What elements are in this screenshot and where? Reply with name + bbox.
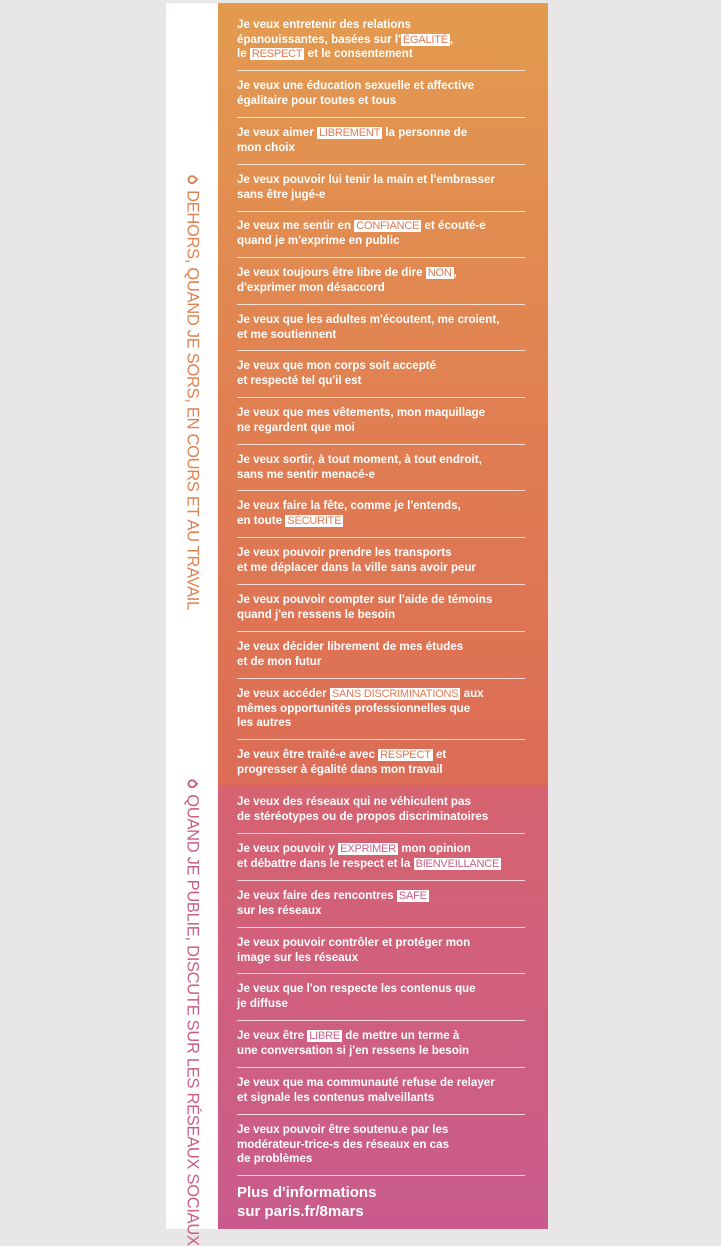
list-item: Je veux pouvoir y EXPRIMER mon opinion et débattre dans le respect et la BIENVEILLANCE: [237, 842, 500, 870]
divider: [237, 1114, 525, 1115]
list-item: Je veux aimer LIBREMENT la personne de mon choix: [237, 126, 468, 154]
list-item: Je veux des réseaux qui ne véhiculent pas de stéréotypes ou de propos discriminatoires: [237, 795, 489, 823]
list-item: Je veux pouvoir être soutenu.e par les modérateur-trice-s des réseaux en cas de problèmes: [237, 1123, 450, 1166]
divider: [237, 631, 525, 632]
divider: [237, 164, 525, 165]
divider: [237, 1020, 525, 1021]
list-item: Je veux me sentir en CONFIANCE et écouté-e quand je m'exprime en public: [237, 219, 486, 247]
divider: [237, 397, 525, 398]
divider: [237, 927, 525, 928]
divider: [237, 537, 525, 538]
highlight-confiance: CONFIANCE: [356, 220, 420, 232]
list-item: Je veux que mon corps soit accepté et respecté tel qu'il est: [237, 359, 437, 387]
section-title-outside: DEHORS, QUAND JE SORS, EN COURS ET AU TRAVAIL: [183, 175, 202, 610]
divider: [237, 211, 525, 212]
list-item: Je veux toujours être libre de dire NON , d'exprimer mon désaccord: [237, 266, 457, 294]
bookmark-sheet: [166, 3, 548, 1246]
highlight-libre: LIBRE: [309, 1030, 341, 1042]
divider: [237, 584, 525, 585]
location-pin-icon: [186, 173, 199, 186]
online-panel: [218, 785, 548, 1229]
divider: [237, 350, 525, 351]
highlight-safe: SAFE: [398, 890, 427, 902]
divider: [237, 304, 525, 305]
list-item: Je veux pouvoir lui tenir la main et l'embrasser sans être jugé-e: [237, 173, 495, 201]
list-item: Je veux faire des rencontres SAFE sur les réseaux: [237, 889, 427, 917]
footer-info: Plus d'informations sur paris.fr/8mars: [237, 1184, 377, 1220]
highlight-bienveillance: BIENVEILLANCE: [415, 857, 500, 870]
divider: [237, 1067, 525, 1068]
highlight-securite: SÉCURITÉ: [287, 514, 342, 527]
list-item: Je veux pouvoir compter sur l'aide de témoins quand j'en ressens le besoin: [237, 593, 493, 621]
highlight-sans-discriminations: SANS DISCRIMINATIONS: [331, 688, 459, 700]
list-item: Je veux faire la fête, comme je l'entends, en toute SÉCURITÉ: [237, 499, 461, 527]
divider: [237, 117, 525, 118]
list-item: Je veux pouvoir contrôler et protéger mon image sur les réseaux: [237, 936, 471, 964]
divider: [237, 833, 525, 834]
list-item: Je veux décider librement de mes études et de mon futur: [237, 640, 464, 668]
list-item: Je veux être LIBRE de mettre un terme à une conversation si j'en ressens le besoin: [237, 1029, 470, 1057]
list-item: Je veux entretenir des relations épanouissantes, basées sur l' ÉGALITÉ , le RESPECT et le consentement: [237, 18, 454, 61]
list-item: Je veux que ma communauté refuse de relayer et signale les contenus malveillants: [237, 1076, 495, 1104]
side-strip: [166, 3, 218, 1246]
list-item: Je veux être traité-e avec RESPECT et progresser à égalité dans mon travail: [237, 748, 447, 776]
list-item: Je veux que les adultes m'écoutent, me croient, et me soutiennent: [237, 313, 500, 341]
divider: [237, 490, 525, 491]
highlight-librement: LIBREMENT: [318, 127, 381, 139]
divider: [237, 678, 525, 679]
location-pin-icon: [186, 777, 199, 790]
divider: [237, 444, 525, 445]
list-item: Je veux sortir, à tout moment, à tout endroit, sans me sentir menacé-e: [237, 453, 482, 481]
divider: [237, 257, 525, 258]
list-item: Je veux accéder SANS DISCRIMINATIONS aux mêmes opportunités professionnelles que les autres: [237, 687, 484, 730]
list-item: Je veux pouvoir prendre les transports et me déplacer dans la ville sans avoir peur: [237, 546, 477, 574]
highlight-egalite: ÉGALITÉ: [402, 33, 448, 46]
section-title-online: QUAND JE PUBLIE, DISCUTE SUR LES RÉSEAUX SOCIAUX: [183, 779, 202, 1245]
list-item: Je veux que mes vêtements, mon maquillage ne regardent que moi: [237, 406, 486, 434]
divider: [237, 973, 525, 974]
divider: [237, 1175, 525, 1176]
divider: [237, 880, 525, 881]
list-item: Je veux que l'on respecte les contenus que je diffuse: [237, 982, 476, 1010]
highlight-respect: RESPECT: [380, 749, 431, 761]
highlight-non: NON: [427, 267, 452, 279]
outside-panel: [218, 3, 548, 785]
highlight-respect: RESPECT: [251, 48, 303, 61]
list-item: Je veux une éducation sexuelle et affective égalitaire pour toutes et tous: [237, 79, 475, 107]
divider: [237, 70, 525, 71]
divider: [237, 739, 525, 740]
footer-link[interactable]: sur paris.fr/8mars: [237, 1203, 364, 1220]
highlight-exprimer: EXPRIMER: [340, 843, 397, 855]
